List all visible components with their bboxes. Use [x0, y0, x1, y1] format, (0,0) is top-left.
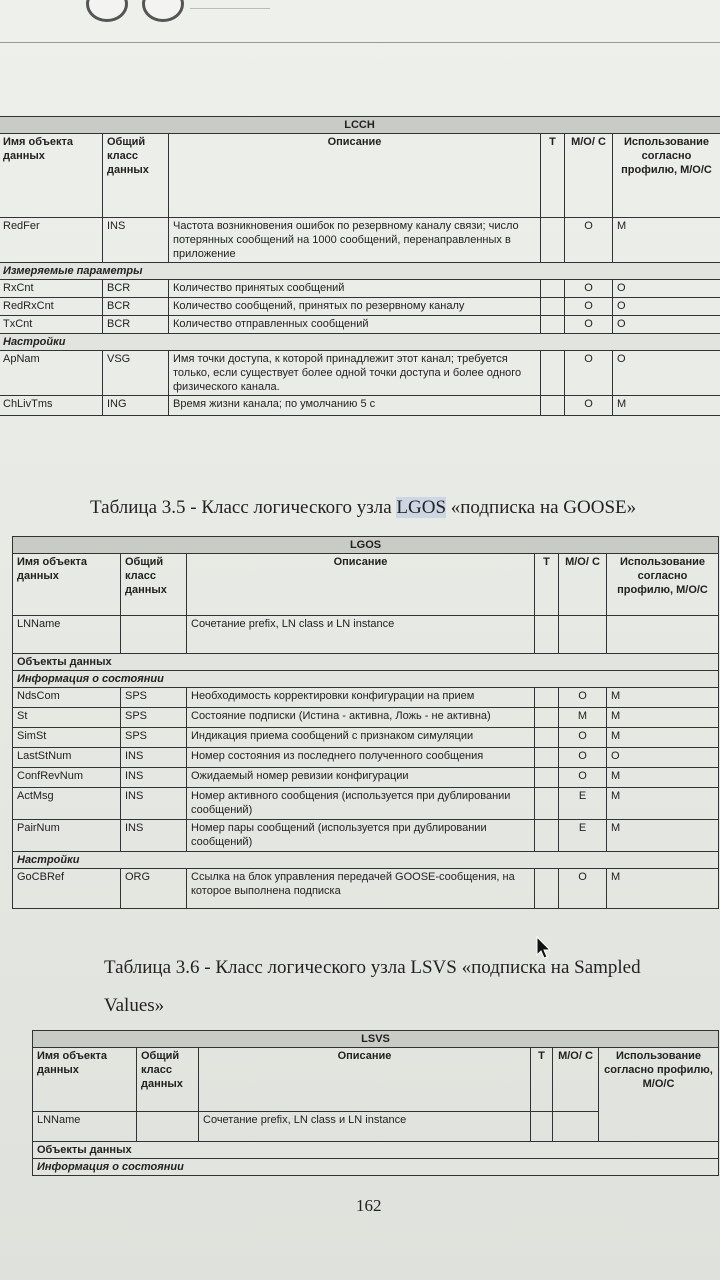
cell-use: M — [607, 768, 719, 788]
cell-t — [535, 748, 559, 768]
cell-t — [541, 218, 565, 263]
cell-t — [541, 280, 565, 298]
cell-class: ING — [103, 396, 169, 416]
cell-t — [535, 728, 559, 748]
cell-use: M — [607, 688, 719, 708]
header-use: Использование согласно профилю, M/O/C — [599, 1048, 719, 1142]
cell-name: PairNum — [13, 820, 121, 852]
cell-t — [535, 688, 559, 708]
table-row — [13, 820, 719, 852]
header-class: Общий класс данных — [103, 134, 169, 218]
section-label: Настройки — [0, 334, 720, 351]
lgos-table — [12, 536, 719, 909]
cell-moc — [553, 1112, 599, 1142]
cell-name: GoCBRef — [13, 869, 121, 909]
cell-name: SimSt — [13, 728, 121, 748]
cell-use — [607, 616, 719, 654]
lsvs-table — [32, 1030, 719, 1176]
section-label: Объекты данных — [13, 654, 719, 671]
cell-desc: Номер активного сообщения (используется при дублировании сообщений) — [187, 788, 535, 820]
viewer-toolbar — [0, 0, 720, 30]
cell-name: St — [13, 708, 121, 728]
cell-name: TxCnt — [0, 316, 103, 334]
table-row — [0, 298, 720, 316]
cell-moc: O — [565, 396, 613, 416]
header-name: Имя объекта данных — [0, 134, 103, 218]
cell-use: O — [613, 280, 720, 298]
toolbar-button-right[interactable] — [142, 0, 184, 22]
header-class: Общий класс данных — [137, 1048, 199, 1112]
cell-t — [535, 869, 559, 909]
cell-moc: O — [565, 316, 613, 334]
cell-class: INS — [121, 748, 187, 768]
cell-moc: E — [559, 820, 607, 852]
cell-moc: O — [559, 869, 607, 909]
cell-use: M — [607, 708, 719, 728]
cell-desc: Индикация приема сообщений с признаком симуляции — [187, 728, 535, 748]
caption-text: «подписка на GOOSE» — [446, 497, 637, 518]
cell-class: ORG — [121, 869, 187, 909]
cell-desc: Ожидаемый номер ревизии конфигурации — [187, 768, 535, 788]
table-row — [13, 688, 719, 708]
cell-t — [535, 708, 559, 728]
cell-class: SPS — [121, 708, 187, 728]
cell-moc: O — [559, 688, 607, 708]
table-title: LGOS — [13, 537, 719, 554]
header-name: Имя объекта данных — [13, 554, 121, 616]
header-desc: Описание — [169, 134, 541, 218]
section-label: Объекты данных — [33, 1142, 719, 1159]
cell-use: M — [607, 869, 719, 909]
cell-class — [137, 1112, 199, 1142]
header-use: Использование согласно профилю, M/O/C — [607, 554, 719, 616]
cell-desc: Частота возникновения ошибок по резервному каналу связи; число потерянных сообщений на 1000 сообщений, перенаправленных в приложение — [169, 218, 541, 263]
cell-desc: Необходимость корректировки конфигурации на прием — [187, 688, 535, 708]
cell-class: INS — [103, 218, 169, 263]
table-row — [13, 728, 719, 748]
table-title: LSVS — [33, 1031, 719, 1048]
cell-use: M — [607, 820, 719, 852]
cell-name: ConfRevNum — [13, 768, 121, 788]
cell-use: M — [607, 788, 719, 820]
cell-moc: M — [559, 708, 607, 728]
cell-t — [541, 316, 565, 334]
cell-moc: E — [559, 788, 607, 820]
cell-class: SPS — [121, 688, 187, 708]
table-row — [0, 316, 720, 334]
header-use: Использование согласно профилю, M/O/C — [613, 134, 720, 218]
cell-moc: O — [559, 728, 607, 748]
cell-moc: O — [565, 280, 613, 298]
cell-desc: Номер пары сообщений (используется при дублировании сообщений) — [187, 820, 535, 852]
table-row — [0, 351, 720, 396]
cell-moc: O — [565, 298, 613, 316]
cell-class: INS — [121, 768, 187, 788]
cell-class: BCR — [103, 298, 169, 316]
cell-name: NdsCom — [13, 688, 121, 708]
cell-moc: O — [559, 748, 607, 768]
cell-name: ActMsg — [13, 788, 121, 820]
cell-class: SPS — [121, 728, 187, 748]
cell-class: INS — [121, 788, 187, 820]
lcch-table — [0, 116, 720, 416]
section-label: Информация о состоянии — [33, 1159, 719, 1176]
page-number: 162 — [356, 1196, 382, 1215]
cell-class — [121, 616, 187, 654]
header-moc: M/O/ C — [559, 554, 607, 616]
cell-desc: Номер состояния из последнего полученного сообщения — [187, 748, 535, 768]
header-moc: M/O/ C — [565, 134, 613, 218]
table-row — [13, 708, 719, 728]
header-desc: Описание — [199, 1048, 531, 1112]
section-label: Настройки — [13, 852, 719, 869]
header-class: Общий класс данных — [121, 554, 187, 616]
cell-desc: Сочетание prefix, LN class и LN instance — [199, 1112, 531, 1142]
cell-use: O — [613, 351, 720, 396]
cell-t — [541, 351, 565, 396]
table-row — [13, 768, 719, 788]
cell-name: LastStNum — [13, 748, 121, 768]
cell-name: RedFer — [0, 218, 103, 263]
cell-name: LNName — [13, 616, 121, 654]
table-row — [13, 616, 719, 654]
cell-desc: Сочетание prefix, LN class и LN instance — [187, 616, 535, 654]
cell-moc: O — [559, 768, 607, 788]
cell-desc: Количество принятых сообщений — [169, 280, 541, 298]
table-caption — [90, 497, 636, 519]
table-row — [13, 748, 719, 768]
cell-use: M — [607, 728, 719, 748]
cell-class: VSG — [103, 351, 169, 396]
cell-t — [541, 298, 565, 316]
header-desc: Описание — [187, 554, 535, 616]
cell-class: INS — [121, 820, 187, 852]
cell-name: LNName — [33, 1112, 137, 1142]
divider — [190, 8, 270, 9]
header-moc: M/O/ C — [553, 1048, 599, 1112]
toolbar-button-left[interactable] — [86, 0, 128, 22]
cell-moc: O — [565, 351, 613, 396]
cell-use: M — [613, 218, 720, 263]
cell-desc: Ссылка на блок управления передачей GOOSE-сообщения, на которое выполнена подписка — [187, 869, 535, 909]
header-name: Имя объекта данных — [33, 1048, 137, 1112]
table-row — [13, 869, 719, 909]
cell-moc: O — [565, 218, 613, 263]
cell-name: ApNam — [0, 351, 103, 396]
cell-t — [535, 788, 559, 820]
caption-text: Таблица 3.5 - Класс логического узла — [90, 497, 397, 518]
table-title: LCCH — [0, 117, 720, 134]
section-label: Информация о состоянии — [13, 671, 719, 688]
cell-desc: Имя точки доступа, к которой принадлежит этот канал; требуется только, если существует более одной точки доступа и более одного физического канала. — [169, 351, 541, 396]
cell-name: ChLivTms — [0, 396, 103, 416]
cell-t — [535, 768, 559, 788]
table-caption: Values» — [104, 995, 165, 1016]
cell-t — [535, 820, 559, 852]
caption-highlight: LGOS — [396, 497, 447, 518]
cell-desc: Время жизни канала; по умолчанию 5 с — [169, 396, 541, 416]
cell-t — [531, 1112, 553, 1142]
cell-use: O — [613, 298, 720, 316]
cell-class: BCR — [103, 316, 169, 334]
cell-desc: Состояние подписки (Истина - активна, Ложь - не активна) — [187, 708, 535, 728]
cell-t — [541, 396, 565, 416]
cell-use: M — [613, 396, 720, 416]
cell-t — [535, 616, 559, 654]
cell-use: O — [607, 748, 719, 768]
header-t: T — [531, 1048, 553, 1112]
header-t: T — [541, 134, 565, 218]
cell-name: RedRxCnt — [0, 298, 103, 316]
table-row — [0, 396, 720, 416]
cell-use: O — [613, 316, 720, 334]
table-row — [0, 218, 720, 263]
cell-desc: Количество отправленных сообщений — [169, 316, 541, 334]
cell-name: RxCnt — [0, 280, 103, 298]
table-row — [0, 280, 720, 298]
cell-desc: Количество сообщений, принятых по резервному каналу — [169, 298, 541, 316]
cell-class: BCR — [103, 280, 169, 298]
table-caption: Таблица 3.6 - Класс логического узла LSVS «подписка на Sampled — [104, 957, 641, 978]
cell-moc — [559, 616, 607, 654]
section-label: Измеряемые параметры — [0, 263, 720, 280]
divider — [0, 42, 720, 43]
table-row — [13, 788, 719, 820]
header-t: T — [535, 554, 559, 616]
